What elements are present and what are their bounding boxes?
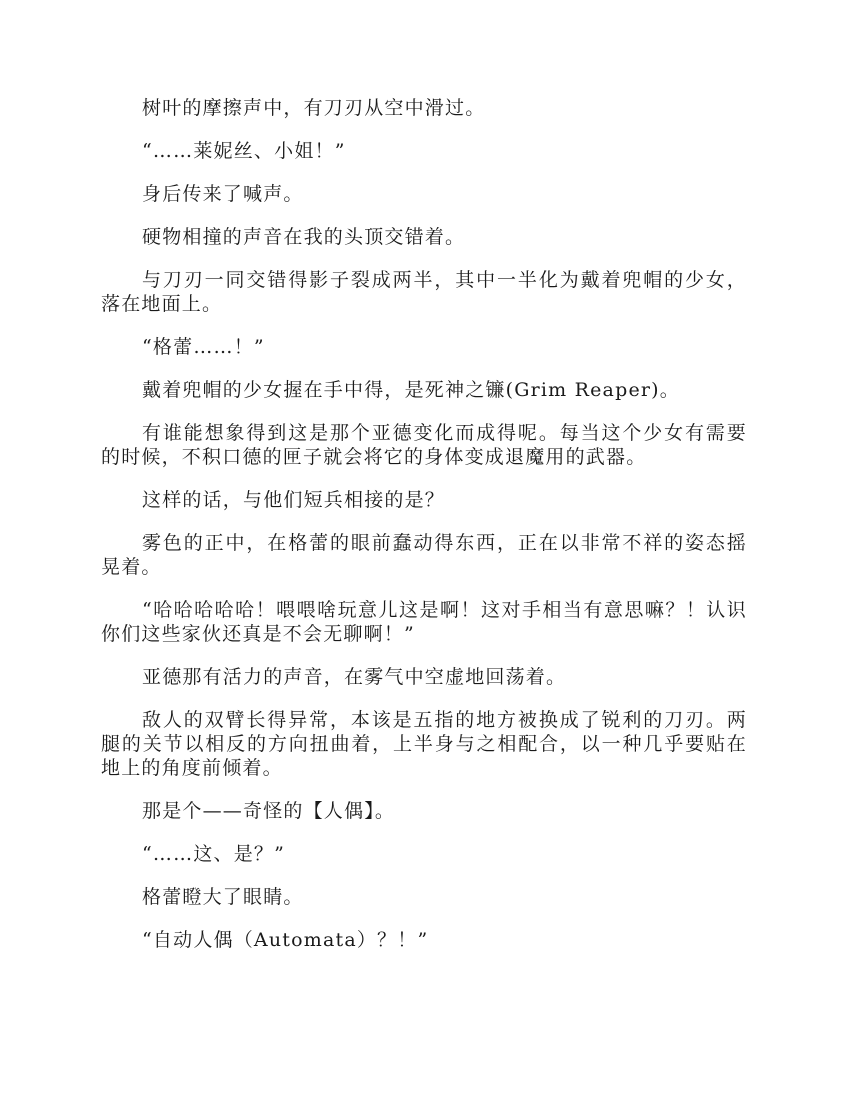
paragraph: 这样的话，与他们短兵相接的是？ [142, 489, 446, 511]
paragraph: 有谁能想象得到这是那个亚德变化而成得呢。每当这个少女有需要的时候，不积口德的匣子就会将它的身体变成退魔用的武器。 [101, 422, 747, 468]
paragraph: “……莱妮丝、小姐！” [142, 140, 346, 162]
paragraph: 格蕾瞪大了眼睛。 [142, 886, 304, 908]
paragraph: 敌人的双臂长得异常，本该是五指的地方被换成了锐利的刀刃。两腿的关节以相反的方向扭曲着，上半身与之相配合，以一种几乎要贴在地上的角度前倾着。 [101, 709, 747, 779]
paragraph: 身后传来了喊声。 [142, 183, 304, 205]
paragraph: 戴着兜帽的少女握在手中得，是死神之镰(Grim Reaper)。 [142, 379, 680, 401]
paragraph: “自动人偶（Automata）？！” [142, 929, 429, 951]
paragraph: 那是个——奇怪的【人偶】。 [142, 800, 396, 822]
paragraph: “……这、是？” [142, 843, 286, 865]
paragraph: “格蕾……！” [142, 336, 265, 358]
document-body [101, 96, 747, 971]
paragraph: 硬物相撞的声音在我的头顶交错着。 [142, 226, 466, 248]
paragraph: “哈哈哈哈哈！喂喂啥玩意儿这是啊！这对手相当有意思嘛？！认识你们这些家伙还真是不会无聊啊！” [101, 599, 747, 645]
paragraph: 与刀刃一同交错得影子裂成两半，其中一半化为戴着兜帽的少女，落在地面上。 [101, 269, 747, 315]
paragraph: 雾色的正中，在格蕾的眼前蠢动得东西，正在以非常不祥的姿态摇晃着。 [101, 532, 747, 578]
paragraph: 树叶的摩擦声中，有刀刃从空中滑过。 [142, 97, 486, 119]
paragraph: 亚德那有活力的声音，在雾气中空虚地回荡着。 [142, 666, 567, 688]
